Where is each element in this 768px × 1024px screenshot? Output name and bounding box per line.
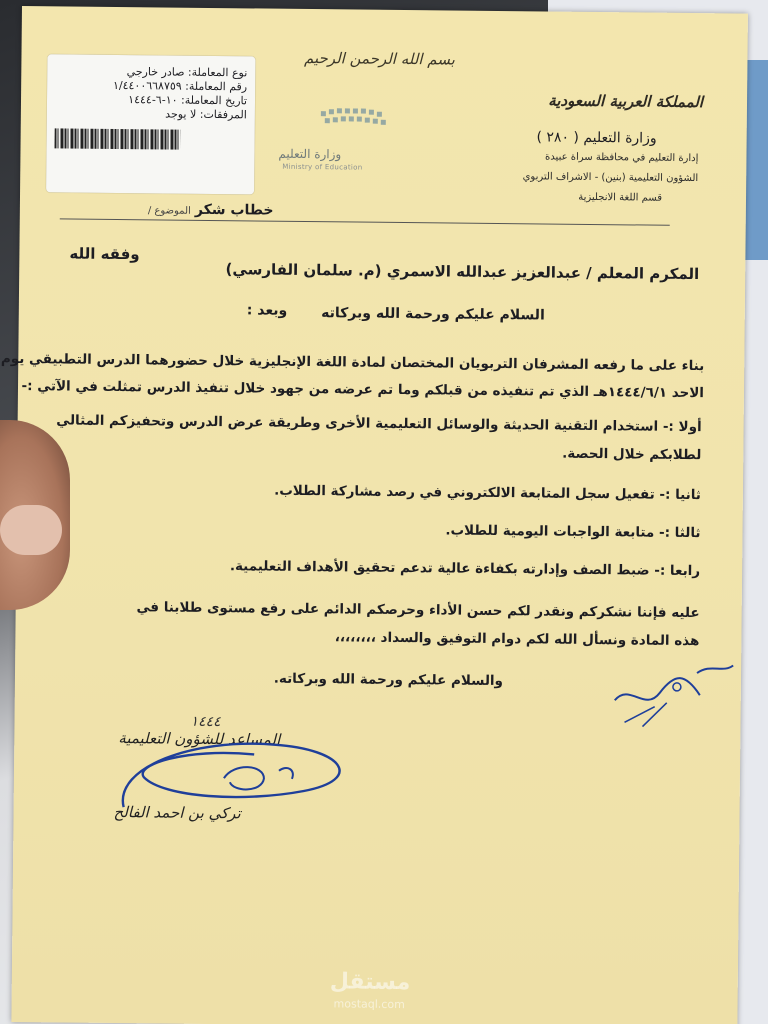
barcode — [55, 128, 181, 149]
point-4: رابعا :- ضبط الصف وإدارته بكفاءة عالية تدعم تحقيق الأهداف التعليمية. — [229, 558, 701, 580]
transaction-attachments: المرفقات: لا يوجد — [165, 107, 247, 122]
body-line-2: الاحد ١٤٤٤/٦/١هـ الذي تم تنفيذه من قبلكم وما تم عرضه من جهود خلال تنفيذ الدرس تمثلت في الآتي :- — [21, 378, 705, 402]
signature-year: ١٤٤٤ — [190, 713, 221, 731]
educational-affairs: الشؤون التعليمية (بنين) - الاشراف التربوي — [522, 171, 699, 185]
transaction-date: تاريخ المعاملة: ١٠-٦-١٤٤٤ — [128, 93, 248, 108]
basmala: بسم الله الرحمن الرحيم — [303, 48, 455, 69]
subject-value: خطاب شكر — [194, 201, 274, 219]
recipient-blessing: وفقه الله — [69, 244, 140, 264]
closing-greeting: والسلام عليكم ورحمة الله وبركاته. — [273, 670, 504, 690]
subject-label: الموضوع / — [147, 205, 191, 217]
point-3: ثالثا :- متابعة الواجبات اليومية للطلاب. — [445, 522, 701, 542]
ministry-name: وزارة التعليم ( ٢٨٠ ) — [536, 129, 657, 147]
body-line-1: بناء على ما رفعه المشرفان التربويان المختصان لمادة اللغة الإنجليزية خلال حضورهما الدرس التطبيقي يوم — [0, 350, 705, 375]
point-2: ثانيا :- تفعيل سجل المتابعة الالكتروني في رصد مشاركة الطلاب. — [274, 482, 701, 504]
letter-sheet — [0, 6, 748, 1024]
transaction-number: رقم المعاملة: ١/٤٤٠٠٦٦٨٧٥٩ — [112, 78, 248, 94]
education-admin: إدارة التعليم في محافظة سراة عبيدة — [545, 151, 699, 165]
transaction-label — [46, 54, 255, 194]
subject-row — [148, 201, 274, 218]
kingdom-name: المملكة العربية السعودية — [548, 91, 704, 112]
salutation: السلام عليكم ورحمة الله وبركاته — [321, 305, 545, 324]
closing-line-2: هذه المادة ونسأل الله لكم دوام التوفيق والسداد ،،،،،،،، — [334, 629, 700, 650]
salutation-transition: وبعد : — [246, 302, 288, 319]
signatory-title: المساعد للشؤون التعليمية — [118, 729, 281, 749]
logo-text-en: Ministry of Education — [282, 162, 363, 172]
recipient-line: المكرم المعلم / عبدالعزيز عبدالله الاسمري (م. سلمان الفارسي) — [225, 260, 700, 284]
watermark-ar: مستقل — [329, 969, 411, 996]
english-department: قسم اللغة الانجليزية — [578, 191, 663, 204]
logo-text-ar: وزارة التعليم — [278, 146, 342, 162]
closing-line-1: عليه فإننا نشكركم ونقدر لكم حسن الأداء وحرصكم الدائم على رفع مستوى طلابنا في — [136, 599, 700, 622]
handwritten-annotation-icon — [604, 642, 745, 733]
point-1-line-2: لطلابكم خلال الحصة. — [562, 445, 702, 464]
transaction-type: نوع المعاملة: صادر خارجي — [126, 65, 248, 80]
signatory-name: تركي بن احمد الفالح — [113, 803, 241, 823]
watermark-en: mostaql.com — [333, 997, 405, 1012]
thumb — [0, 505, 62, 555]
point-1-line-1: أولا :- استخدام التقنية الحديثة والوسائل التعليمية الأخرى وطريقة عرض الدرس وتحفيزكم المثالي — [56, 412, 702, 436]
header-divider — [60, 218, 670, 225]
